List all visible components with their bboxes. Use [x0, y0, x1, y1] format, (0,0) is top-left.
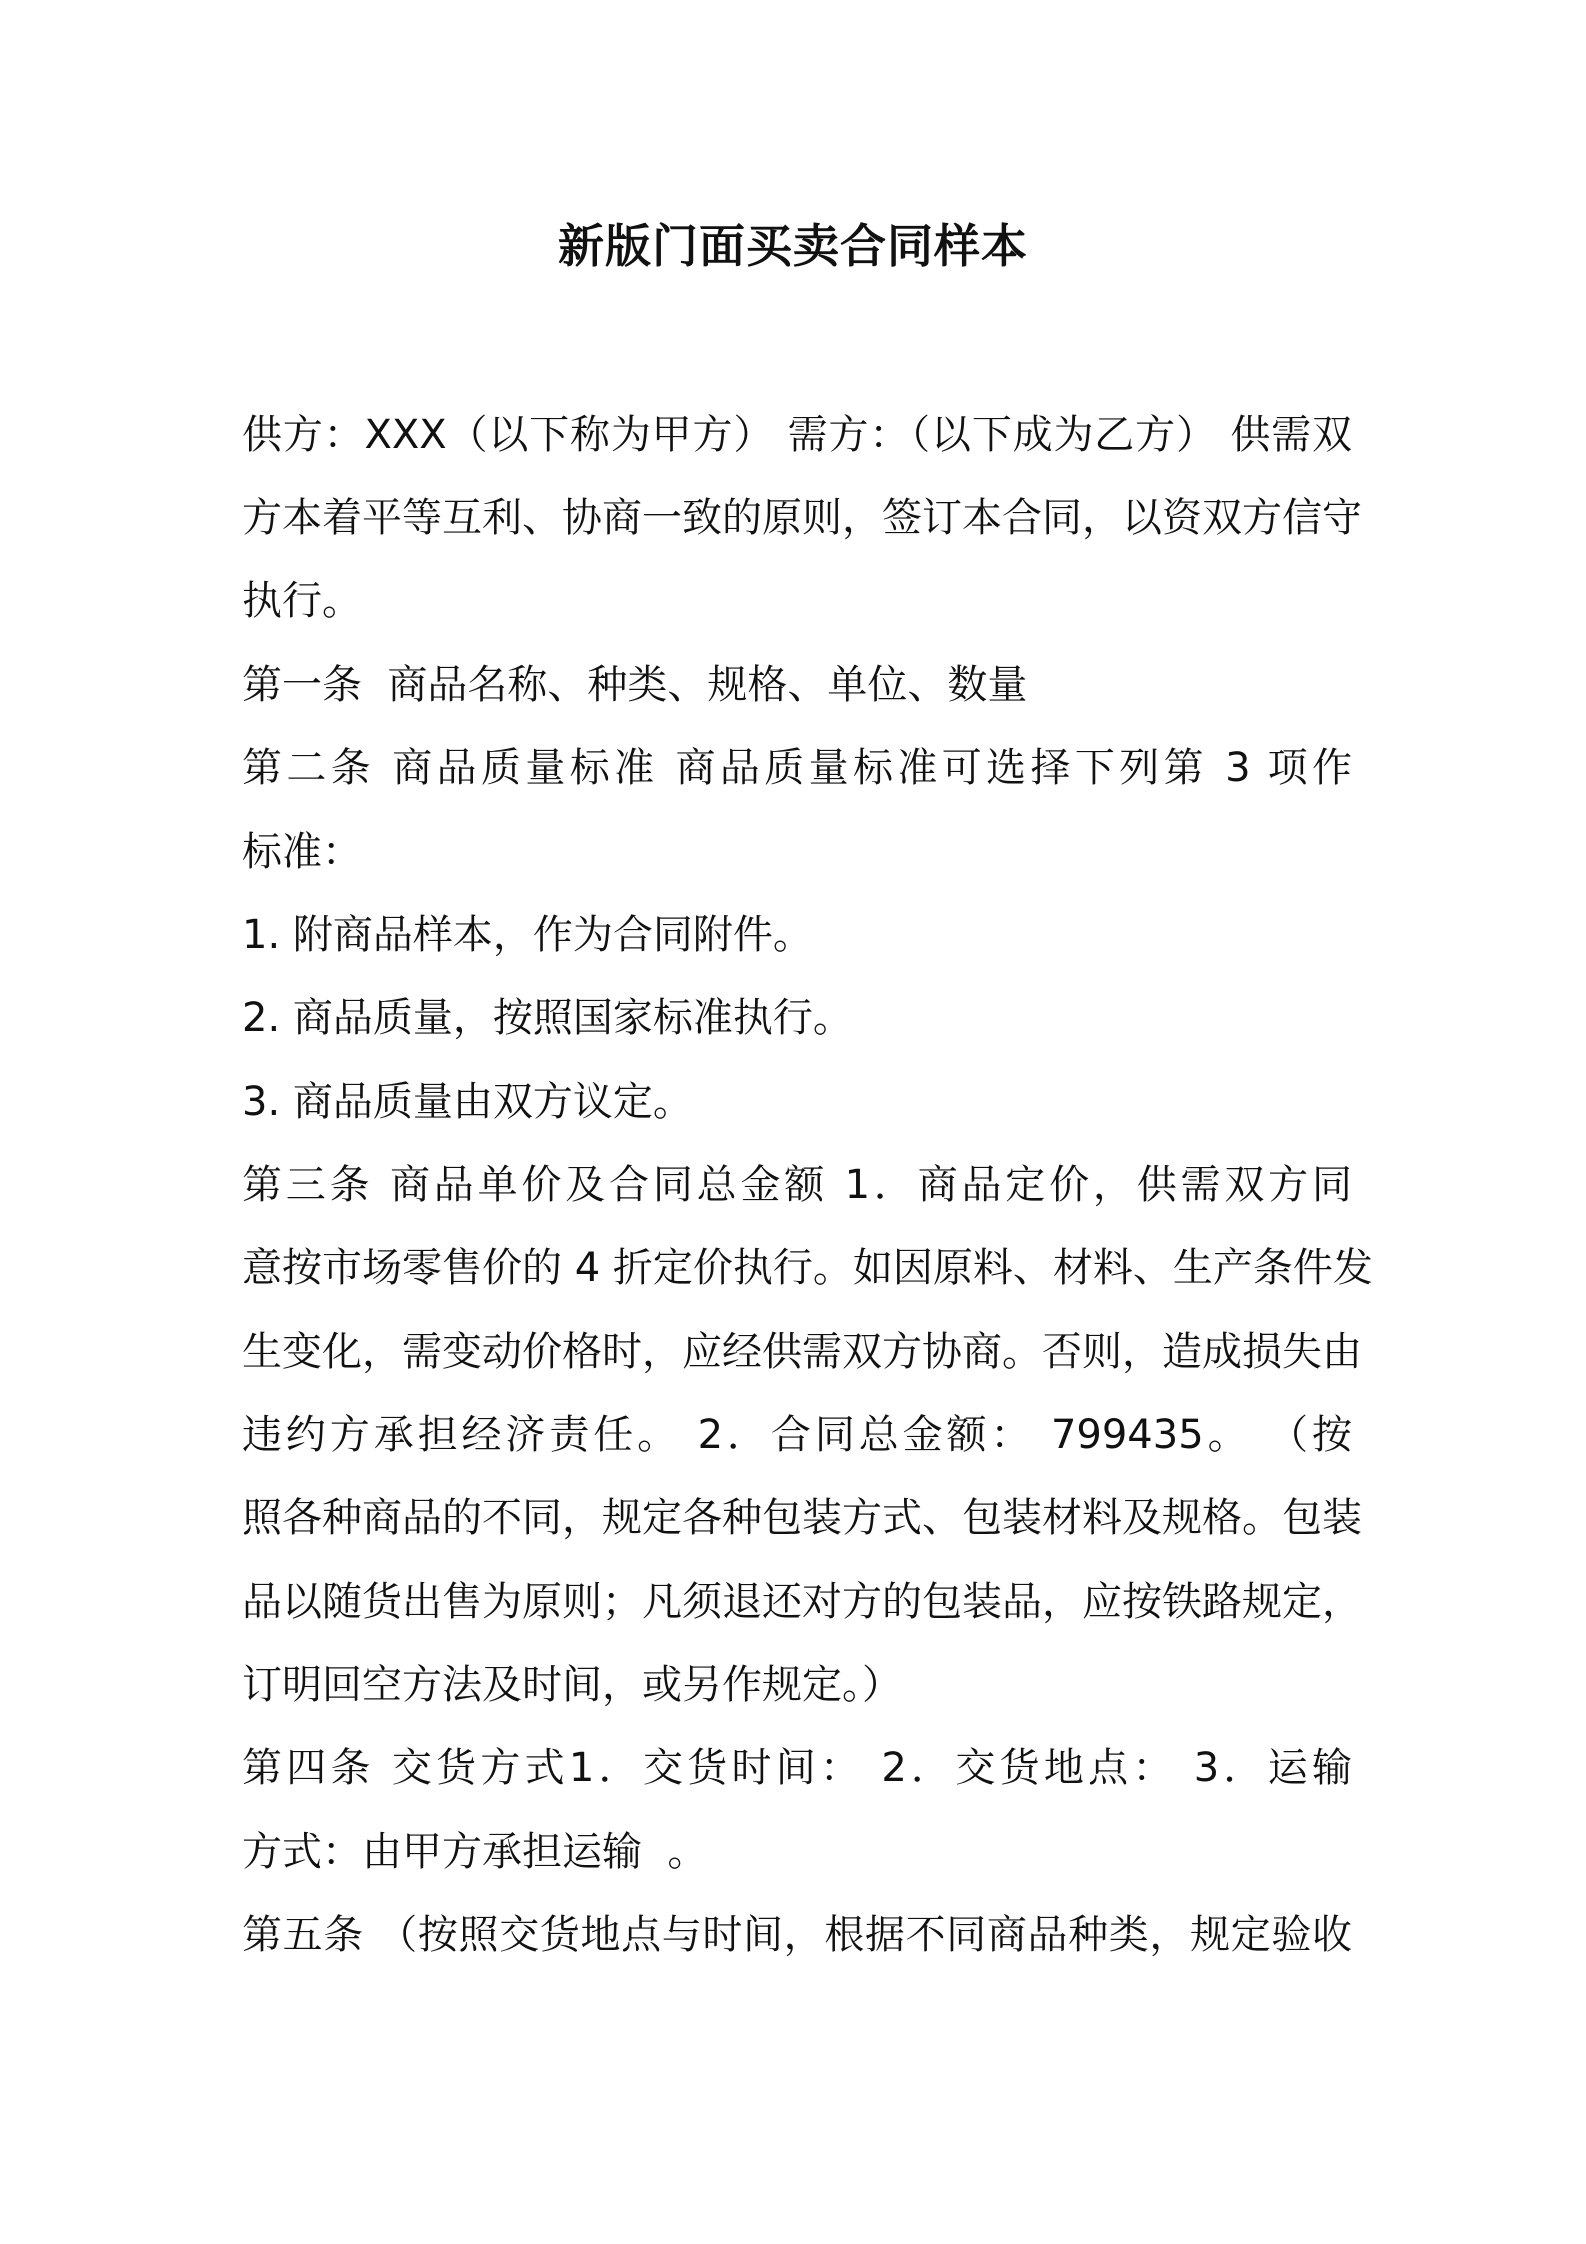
paragraph-line: 3. 商品质量由双方议定。 — [242, 1079, 693, 1125]
paragraph-line: 订明回空方法及时间，或另作规定。） — [242, 1662, 902, 1708]
paragraph-line: 意按市场零售价的 4 折定价执行。如因原料、材料、生产条件发 — [242, 1245, 1373, 1291]
paragraph-line: 供方：XXX（以下称为甲方） 需方：（以下成为乙方） 供需双 — [242, 412, 1352, 458]
paragraph-line: 照各种商品的不同，规定各种包装方式、包装材料及规格。包装 — [242, 1495, 1362, 1541]
paragraph-line: 第二条 商品质量标准 商品质量标准可选择下列第 3 项作 — [242, 745, 1352, 791]
paragraph-line: 违约方承担经济责任。 2．合同总金额： 799435。 （按 — [242, 1412, 1352, 1458]
paragraph-line: 2. 商品质量，按照国家标准执行。 — [242, 995, 853, 1041]
paragraph-line: 方本着平等互利、协商一致的原则，签订本合同，以资双方信守 — [242, 495, 1362, 541]
paragraph-line: 标准： — [242, 829, 362, 875]
paragraph-line: 第四条 交货方式1．交货时间： 2．交货地点： 3．运输 — [242, 1745, 1352, 1791]
document-title: 新版门面买卖合同样本 — [558, 219, 1028, 273]
paragraph-line: 品以随货出售为原则；凡须退还对方的包装品，应按铁路规定， — [242, 1579, 1362, 1625]
paragraph-line: 生变化，需变动价格时，应经供需双方协商。否则，造成损失由 — [242, 1329, 1362, 1375]
paragraph-line: 1. 附商品样本，作为合同附件。 — [242, 912, 813, 958]
paragraph-line: 执行。 — [242, 578, 362, 624]
paragraph-line: 第五条 （按照交货地点与时间，根据不同商品种类，规定验收 — [242, 1912, 1352, 1958]
paragraph-line: 方式：由甲方承担运输 。 — [242, 1829, 708, 1875]
paragraph-line: 第一条 商品名称、种类、规格、单位、数量 — [242, 662, 1028, 708]
paragraph-line: 第三条 商品单价及合同总金额 1．商品定价，供需双方同 — [242, 1162, 1352, 1208]
